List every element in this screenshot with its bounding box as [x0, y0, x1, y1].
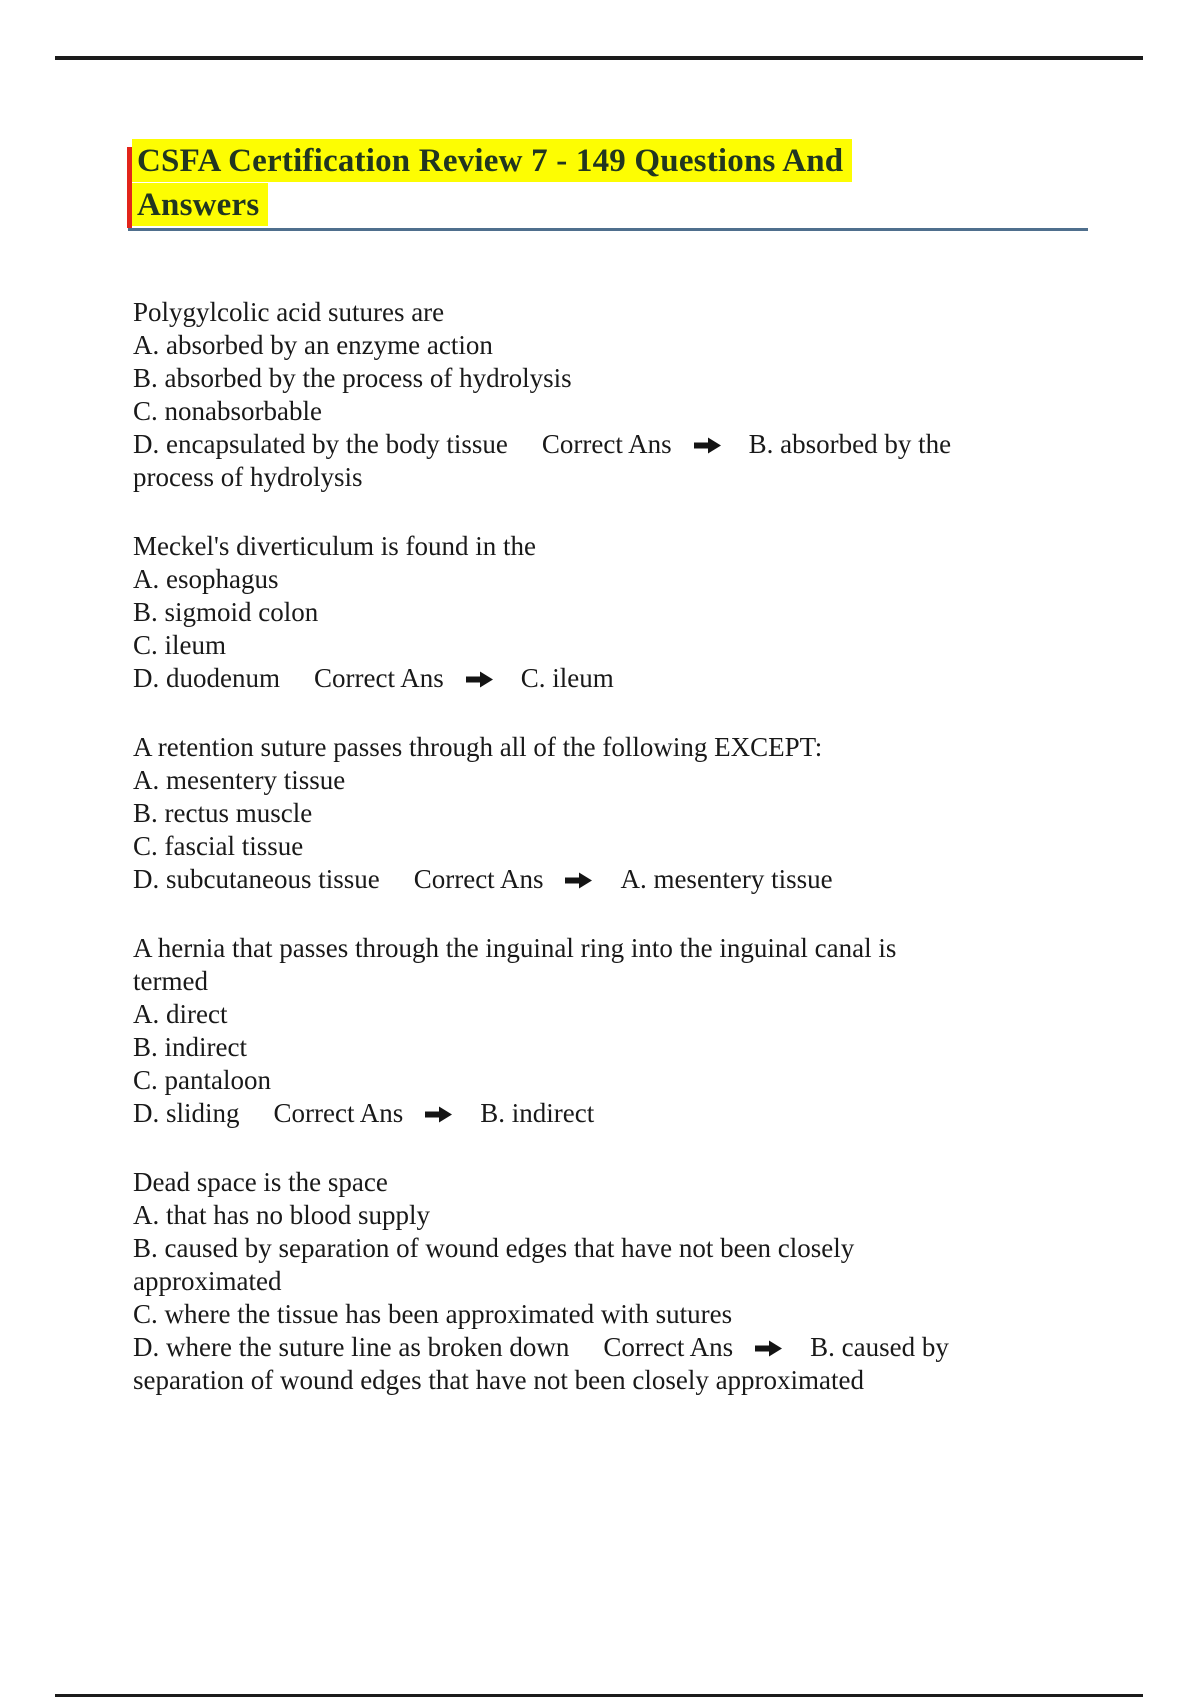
correct-ans-label: Correct Ans: [541, 429, 672, 459]
question-block: [133, 932, 1123, 1130]
answer-text: A. mesentery tissue: [620, 864, 833, 894]
answer-continuation-line: separation of wound edges that have not been closely approximated: [133, 1365, 865, 1395]
answer-line: [133, 662, 1123, 695]
option-d: D. subcutaneous tissue: [133, 864, 380, 894]
correct-answer-arrow-icon: [425, 1097, 452, 1130]
option-d: D. encapsulated by the body tissue: [133, 429, 508, 459]
option-c: C. ileum: [133, 630, 226, 660]
option-a: A. direct: [133, 999, 228, 1029]
page-title: [132, 139, 1052, 227]
option-b: B. caused by separation of wound edges that have not been closely: [133, 1233, 855, 1263]
question-block: [133, 296, 1123, 494]
option-c: C. pantaloon: [133, 1065, 271, 1095]
question-text: Polygylcolic acid sutures are: [133, 297, 445, 327]
option-c: C. nonabsorbable: [133, 396, 322, 426]
answer-line: [133, 863, 1123, 896]
page-title-line-1: [132, 139, 1052, 183]
correct-answer-arrow-icon: [694, 428, 721, 461]
option-a: A. esophagus: [133, 564, 279, 594]
correct-ans-label: Correct Ans: [413, 864, 544, 894]
option-a: A. absorbed by an enzyme action: [133, 330, 493, 360]
option-d: D. where the suture line as broken down: [133, 1332, 570, 1362]
title-highlight: Answers: [132, 183, 268, 226]
option-a: A. that has no blood supply: [133, 1200, 430, 1230]
option-b: B. rectus muscle: [133, 798, 313, 828]
option-d: D. sliding: [133, 1098, 240, 1128]
page-title-line-2: [132, 183, 1052, 227]
correct-answer-arrow-icon: [755, 1331, 782, 1364]
answer-line: [133, 1331, 1123, 1364]
answer-text: B. caused by: [810, 1332, 949, 1362]
answer-text: C. ileum: [520, 663, 614, 693]
answer-text: B. indirect: [480, 1098, 595, 1128]
bottom-page-rule: [55, 1694, 1143, 1697]
option-b-line-2: approximated: [133, 1266, 282, 1296]
question-block: [133, 1166, 1123, 1397]
answer-line: [133, 1097, 1123, 1130]
answer-line: [133, 428, 1123, 461]
option-d: D. duodenum: [133, 663, 280, 693]
question-block: [133, 530, 1123, 695]
question-text: A retention suture passes through all of the following EXCEPT:: [133, 732, 823, 762]
option-c: C. where the tissue has been approximated with sutures: [133, 1299, 733, 1329]
question-text: A hernia that passes through the inguinal ring into the inguinal canal is: [133, 933, 897, 963]
top-page-rule: [55, 56, 1143, 60]
title-highlight: CSFA Certification Review 7 - 149 Questions And: [132, 139, 852, 182]
correct-ans-label: Correct Ans: [273, 1098, 404, 1128]
question-block: [133, 731, 1123, 896]
correct-answer-arrow-icon: [565, 863, 592, 896]
option-b: B. sigmoid colon: [133, 597, 319, 627]
question-text: Meckel's diverticulum is found in the: [133, 531, 537, 561]
option-a: A. mesentery tissue: [133, 765, 346, 795]
title-underline: [128, 228, 1088, 231]
correct-answer-arrow-icon: [466, 662, 493, 695]
option-b: B. indirect: [133, 1032, 247, 1062]
question-text-line-2: termed: [133, 966, 208, 996]
answer-continuation-line: process of hydrolysis: [133, 462, 363, 492]
correct-ans-label: Correct Ans: [313, 663, 444, 693]
option-b: B. absorbed by the process of hydrolysis: [133, 363, 572, 393]
document-body: [133, 296, 1123, 1433]
option-c: C. fascial tissue: [133, 831, 304, 861]
correct-ans-label: Correct Ans: [603, 1332, 734, 1362]
answer-text: B. absorbed by the: [748, 429, 952, 459]
question-text: Dead space is the space: [133, 1167, 388, 1197]
